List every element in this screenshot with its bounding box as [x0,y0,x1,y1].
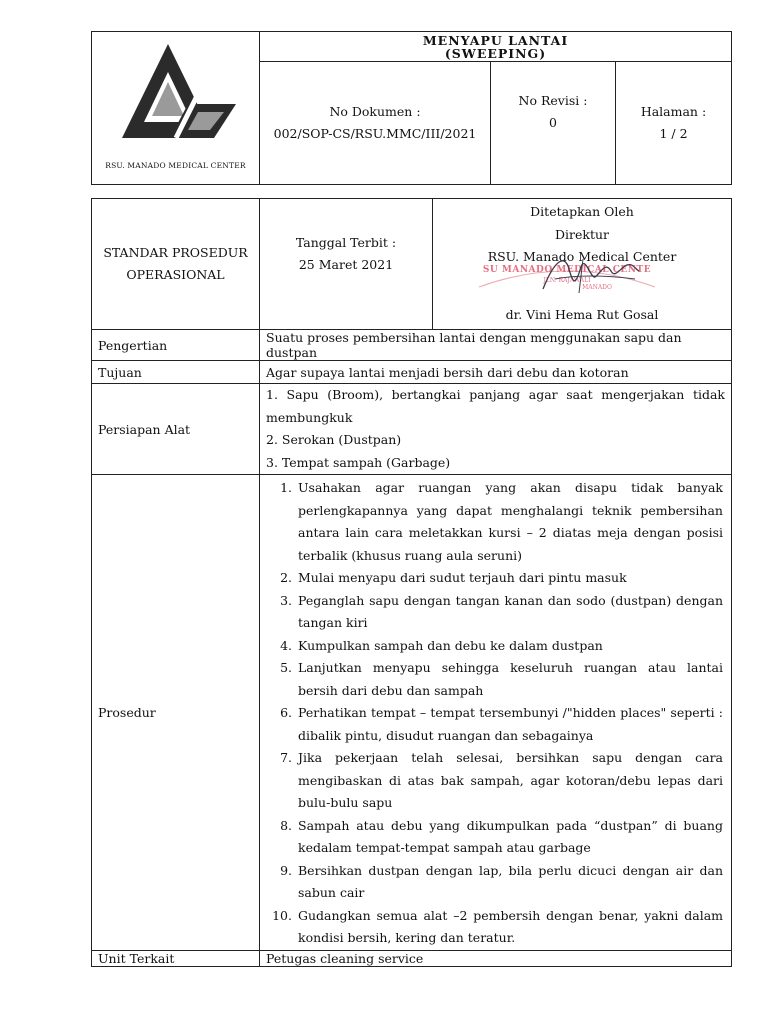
prosedur-step: 8. Sampah atau debu yang dikumpulkan pada “dustpan” di buang kedalam tempat-tempat sampah atau garbage [280,817,723,855]
hospital-logo-icon [118,42,238,150]
alat-item: 3. Tempat sampah (Garbage) [266,454,451,470]
sop-type-line-1: STANDAR PROSEDUR [103,245,248,260]
prosedur-label: Prosedur [92,475,260,951]
page-cell [616,62,732,185]
alat-item: 2. Serokan (Dustpan) [266,432,402,447]
issued-label: Tanggal Terbit : [295,235,397,250]
unit-label: Unit Terkait [92,950,260,966]
logo-cell [92,32,260,185]
prosedur-step: 6. Perhatikan tempat – tempat tersembunyi /"hidden places" seperti : dibalik pintu, disudut ruangan dan sebagainya [280,705,723,743]
issued-date: 25 Maret 2021 [298,257,394,272]
alat-item: 1. Sapu (Broom), bertangkai panjang agar saat mengerjakan tidak membungkuk [266,387,725,425]
pengertian-label: Pengertian [92,330,260,361]
issued-date-cell [260,199,433,330]
sop-table [91,198,732,967]
tujuan-text: Agar supaya lantai menjadi bersih dari debu dan kotoran [260,361,732,384]
approver-name: dr. Vini Hema Rut Gosal [505,307,659,322]
document-number-cell [260,62,491,185]
prosedur-list-cell [260,475,732,951]
signature-icon [535,249,645,299]
alat-label: Persiapan Alat [92,384,260,475]
stamp-line-2: JLN. RAJAWALI [543,277,591,284]
sop-type-cell [92,199,260,330]
stamp-line-1: SU MANADO MEDICAL CENTE [482,265,652,275]
stamp-line-3: MANADO [582,284,612,291]
prosedur-step: 3. Peganglah sapu dengan tangan kanan dan sodo (dustpan) dengan tangan kiri [280,592,723,630]
doc-number-label: No Dokumen : [329,104,421,119]
prosedur-step: 7. Jika pekerjaan telah selesai, bersihkan sapu dengan cara mengibaskan di atas bak sampah, agar kotoran/debu lepas dari bulu-bulu sapu [280,750,723,810]
prosedur-step: 10. Gudangkan semua alat –2 pembersih dengan benar, yakni dalam kondisi bersih, kering dan teratur. [272,907,723,945]
approver-title: Direktur [554,226,610,242]
prosedur-step: 5. Lanjutkan menyapu sehingga keseluruh ruangan atau lantai bersih dari debu dan sampah [280,660,723,698]
pengertian-text: Suatu proses pembersihan lantai dengan menggunakan sapu dan dustpan [260,330,732,361]
approval-label: Ditetapkan Oleh [530,204,634,219]
tujuan-label: Tujuan [92,361,260,384]
header-table [91,31,732,185]
revision-label: No Revisi : [518,93,588,108]
prosedur-step: 9. Bersihkan dustpan dengan lap, bila perlu dicuci dengan air dan sabun cair [280,862,723,900]
prosedur-step: 1. Usahakan agar ruangan yang akan disapu tidak banyak perlengkapannya yang dapat menghalangi teknik pembersihan antara lain cara meletakkan kursi – 2 diatas meja dengan posisi terbalik (khusus ruang aula seruni) [280,480,723,563]
alat-list [260,384,732,475]
prosedur-list [260,477,731,950]
doc-number-value: 002/SOP-CS/RSU.MMC/III/2021 [273,126,477,141]
title-line-1: MENYAPU LANTAI [422,32,569,48]
approver-org: RSU. Manado Medical Center [487,249,677,264]
sop-type-line-2: OPERASIONAL [126,267,225,282]
prosedur-step: 2. Mulai menyapu dari sudut terjauh dari pintu masuk [280,570,627,585]
unit-text: Petugas cleaning service [260,950,732,966]
revision-value: 0 [549,115,557,130]
prosedur-step: 4. Kumpulkan sampah dan debu ke dalam dustpan [280,637,603,653]
page-label: Halaman : [640,104,707,119]
revision-cell [491,62,616,185]
title-line-2: (SWEEPING) [444,45,547,61]
document-title [260,32,732,62]
logo-org-name: RSU. MANADO MEDICAL CENTER [105,161,246,170]
approval-cell [433,199,732,330]
page-value: 1 / 2 [659,126,688,141]
